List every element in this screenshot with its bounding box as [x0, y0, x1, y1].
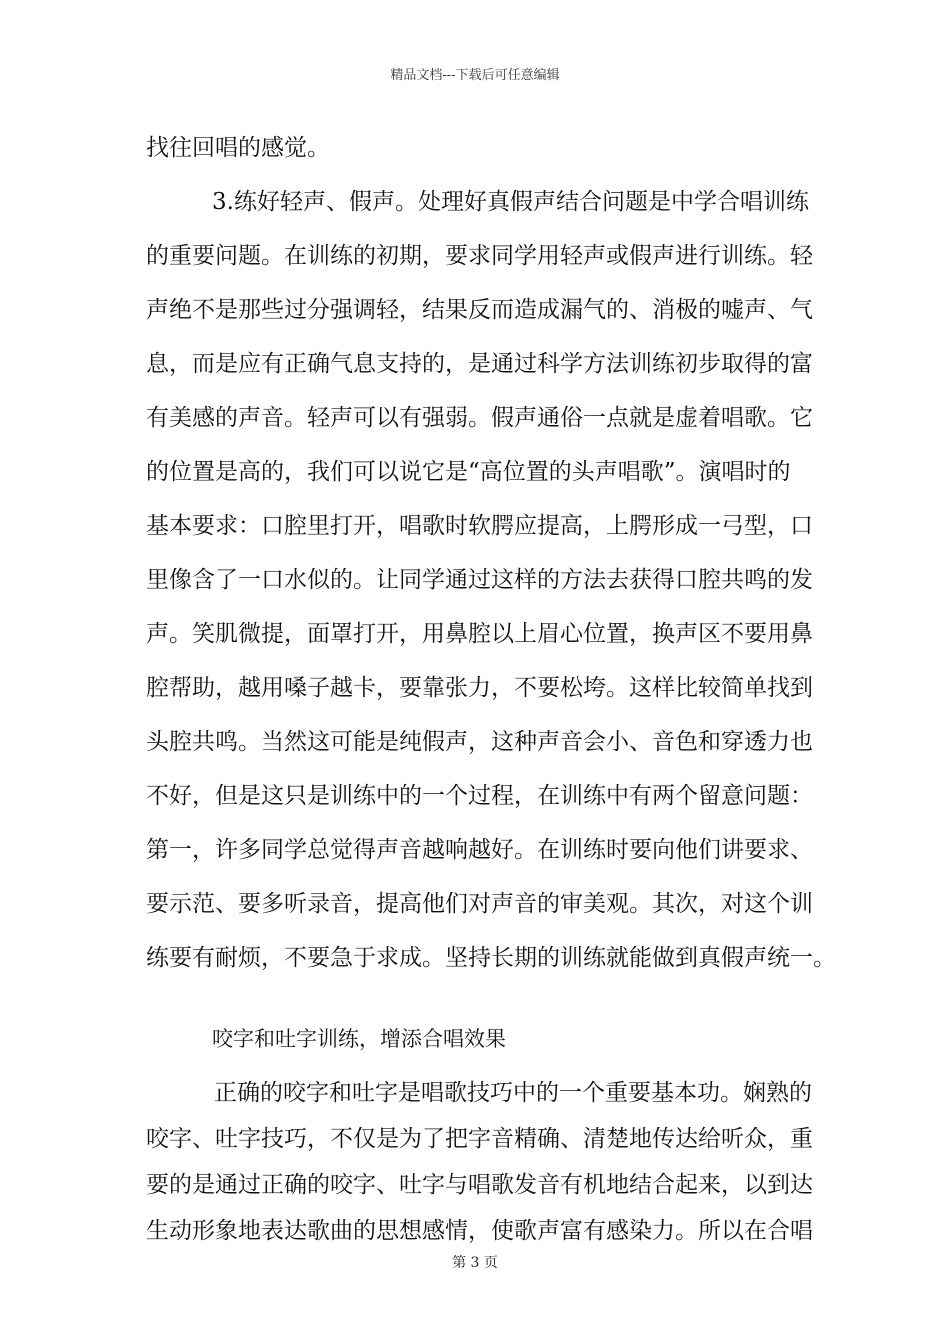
- text-line: 咬字、吐字技巧，不仅是为了把字音精确、清楚地传达给听众，重: [146, 1126, 813, 1152]
- text-line: 不好，但是这只是训练中的一个过程，在训练中有两个留意问题：: [146, 783, 813, 809]
- text-line: 基本要求：口腔里打开，唱歌时软腭应提高，上腭形成一弓型，口: [146, 513, 813, 539]
- text-line: 第一，许多同学总觉得声音越响越好。在训练时要向他们讲要求、: [146, 837, 813, 863]
- text-line: 要的是通过正确的咬字、吐字与唱歌发音有机地结合起来，以到达: [146, 1172, 813, 1198]
- text-line: 有美感的声音。轻声可以有强弱。假声通俗一点就是虚着唱歌。它: [146, 405, 813, 431]
- text-line: 练要有耐烦，不要急于求成。坚持长期的训练就能做到真假声统一。: [146, 945, 836, 971]
- paragraph-first-line: 3.练好轻声、假声。处理好真假声结合问题是中学合唱训练: [212, 189, 809, 215]
- text-line: 里像含了一口水似的。让同学通过这样的方法去获得口腔共鸣的发: [146, 567, 813, 593]
- text-line: 生动形象地表达歌曲的思想感情，使歌声富有感染力。所以在合唱: [146, 1218, 813, 1244]
- text-line: 的位置是高的，我们可以说它是“高位置的头声唱歌”。演唱时的: [146, 459, 791, 485]
- text-line: 声。笑肌微提，面罩打开，用鼻腔以上眉心位置，换声区不要用鼻: [146, 621, 813, 647]
- section-heading: 咬字和吐字训练，增添合唱效果: [212, 1027, 506, 1051]
- text-line: 腔帮助，越用嗓子越卡，要靠张力，不要松垮。这样比较简单找到: [146, 675, 813, 701]
- text-line: 头腔共鸣。当然这可能是纯假声，这种声音会小、音色和穿透力也: [146, 729, 813, 755]
- text-line: 找往回唱的感觉。: [146, 135, 330, 161]
- text-line: 声绝不是那些过分强调轻，结果反而造成漏气的、消极的嘘声、气: [146, 297, 813, 323]
- paragraph-first-line: 正确的咬字和吐字是唱歌技巧中的一个重要基本功。娴熟的: [214, 1080, 812, 1106]
- text-line: 息，而是应有正确气息支持的，是通过科学方法训练初步取得的富: [146, 351, 813, 377]
- text-line: 的重要问题。在训练的初期，要求同学用轻声或假声进行训练。轻: [146, 243, 813, 269]
- page-header: 精品文档---下载后可任意编辑: [390, 68, 560, 83]
- page-number: 第 3 页: [452, 1255, 498, 1271]
- text-line: 要示范、要多听录音，提高他们对声音的审美观。其次，对这个训: [146, 891, 813, 917]
